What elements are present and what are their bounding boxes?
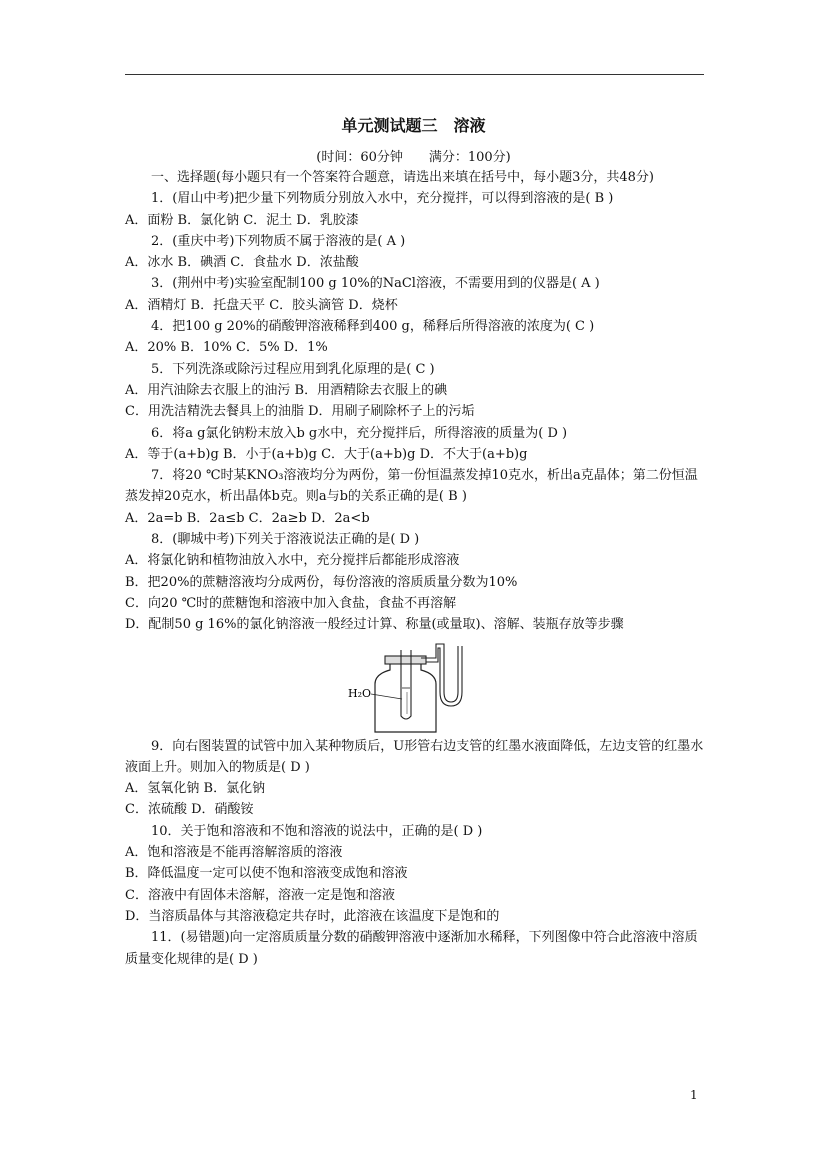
question-6-options: A．等于(a+b)g B．小于(a+b)g C．大于(a+b)g D．不大于(a+b)g xyxy=(125,446,528,462)
page-number: 1 xyxy=(690,1088,698,1102)
question-8-option-a: A．将氯化钠和植物油放入水中，充分搅拌后都能形成溶液 xyxy=(125,553,460,569)
question-5-options-ab: A．用汽油除去衣服上的油污 B．用酒精除去衣服上的碘 xyxy=(125,382,448,398)
question-list xyxy=(125,167,705,970)
question-4: 4．把100 g 20%的硝酸钾溶液稀释到400 g，稀释后所得溶液的浓度为( C ) xyxy=(151,319,595,335)
header-rule xyxy=(125,74,704,75)
question-8-option-b: B．把20%的蔗糖溶液均分成两份，每份溶液的溶质质量分数为10% xyxy=(125,574,518,590)
question-9-options-cd: C．浓硫酸 D．硝酸铵 xyxy=(125,802,254,818)
question-2-options: A．冰水 B．碘酒 C．食盐水 D．浓盐酸 xyxy=(125,255,359,271)
question-5: 5．下列洗涤或除污过程应用到乳化原理的是( C ) xyxy=(151,361,435,377)
question-2: 2．(重庆中考)下列物质不属于溶液的是( A ) xyxy=(151,233,406,249)
water-label: H₂O xyxy=(348,686,372,700)
question-8: 8．(聊城中考)下列关于溶液说法正确的是( D ) xyxy=(151,532,420,548)
question-4-options: A．20% B．10% C．5% D．1% xyxy=(125,340,328,356)
question-8-option-d: D．配制50 g 16%的氯化钠溶液一般经过计算、称量(或量取)、溶解、装瓶存放等步骤 xyxy=(125,617,624,633)
question-3-options: A．酒精灯 B．托盘天平 C．胶头滴管 D．烧杯 xyxy=(125,297,398,313)
question-7-options: A．2a=b B．2a≤b C．2a≥b D．2a<b xyxy=(125,510,370,526)
question-10-option-a: A．饱和溶液是不能再溶解溶质的溶液 xyxy=(125,845,343,861)
exam-info: (时间：60分钟 满分：100分) xyxy=(316,150,511,165)
question-7: 7．将20 ℃时某KNO₃溶液均分为两份，第一份恒温蒸发掉10克水，析出a克晶体；第二份恒温蒸发掉20克水，析出晶体b克。则a与b的关系正确的是( B ) xyxy=(125,468,698,505)
question-10-option-d: D．当溶质晶体与其溶液稳定共存时，此溶液在该温度下是饱和的 xyxy=(125,908,500,924)
question-1-options: A．面粉 B．氯化钠 C．泥土 D．乳胶漆 xyxy=(125,212,359,228)
question-3: 3．(荆州中考)实验室配制100 g 10%的NaCl溶液，不需要用到的仪器是( A ) xyxy=(151,276,600,292)
question-11: 11．(易错题)向一定溶质质量分数的硝酸钾溶液中逐渐加水稀释，下列图像中符合此溶液中溶质质量变化规律的是( D ) xyxy=(125,930,698,967)
question-6: 6．将a g氯化钠粉末放入b g水中，充分搅拌后，所得溶液的质量为( D ) xyxy=(151,425,568,441)
question-9-options-ab: A．氢氧化钠 B．氯化钠 xyxy=(125,781,266,797)
question-8-option-c: C．向20 ℃时的蔗糖饱和溶液中加入食盐，食盐不再溶解 xyxy=(125,595,457,611)
question-1: 1．(眉山中考)把少量下列物质分别放入水中，充分搅拌，可以得到溶液的是( B ) xyxy=(151,191,614,207)
apparatus-figure xyxy=(125,636,705,736)
question-5-options-cd: C．用洗洁精洗去餐具上的油脂 D．用刷子刷除杯子上的污垢 xyxy=(125,404,475,420)
question-10-option-c: C．溶液中有固体未溶解，溶液一定是饱和溶液 xyxy=(125,887,395,903)
page-title: 单元测试题三 溶液 xyxy=(341,116,486,135)
question-10: 10．关于饱和溶液和不饱和溶液的说法中，正确的是( D ) xyxy=(151,823,483,839)
question-10-option-b: B．降低温度一定可以使不饱和溶液变成饱和溶液 xyxy=(125,866,408,882)
section-heading: 一、选择题(每小题只有一个答案符合题意，请选出来填在括号中，每小题3分，共48分) xyxy=(151,170,654,185)
u-tube-apparatus-diagram xyxy=(338,636,498,736)
question-9: 9．向右图装置的试管中加入某种物质后，U形管右边支管的红墨水液面降低，左边支管的红墨水液面上升。则加入的物质是( D ) xyxy=(125,738,704,775)
